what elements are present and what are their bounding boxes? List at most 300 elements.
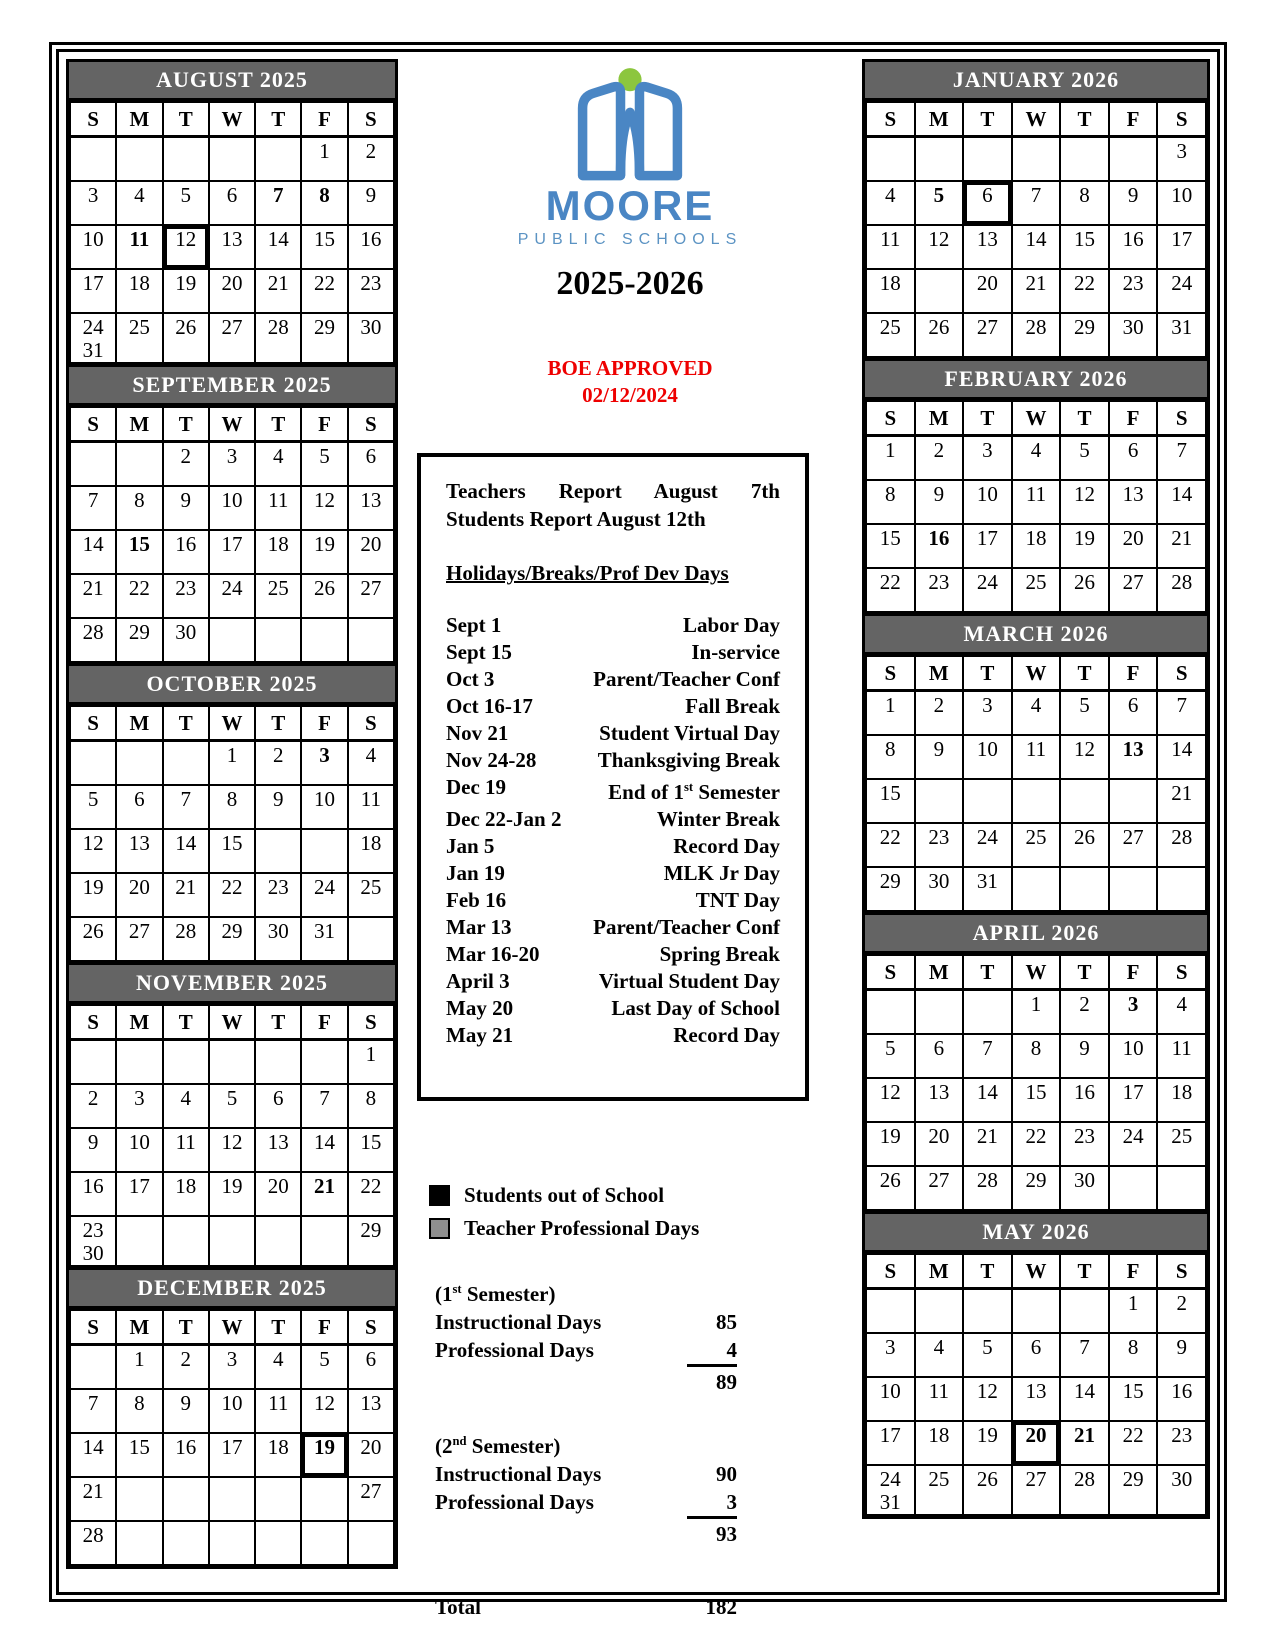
month-january-2026 (862, 59, 1210, 361)
day-cell: 16 (1157, 1377, 1206, 1421)
day-cell: 21 (255, 269, 301, 313)
weekday-header: T (163, 102, 209, 137)
day-cell: 20 (116, 873, 162, 917)
day-cell: 31 (301, 917, 347, 961)
day-cell: 24 (963, 823, 1012, 867)
day-cell: 11 (1012, 735, 1061, 779)
day-cell: 23 (1109, 269, 1158, 313)
weekday-header: T (1060, 656, 1109, 691)
weekday-header: M (915, 1254, 964, 1289)
month-title: JANUARY 2026 (865, 62, 1207, 101)
events-list (446, 612, 780, 1049)
weekday-header: F (301, 1310, 347, 1345)
day-cell: 20 (963, 269, 1012, 313)
day-cell: 25 (1012, 568, 1061, 612)
day-cell: 20 (255, 1172, 301, 1216)
day-cell: 5 (1060, 436, 1109, 481)
event-name: TNT Day (695, 888, 780, 912)
day-cell: 8 (1060, 181, 1109, 225)
day-cell: 2 (915, 436, 964, 481)
district-logo (399, 66, 861, 249)
event-row (446, 612, 780, 639)
calendar-grid (865, 101, 1207, 358)
weekday-header: T (1060, 401, 1109, 436)
month-may-2026 (862, 1214, 1210, 1519)
students-out-swatch (429, 1185, 450, 1206)
weekday-header: T (963, 102, 1012, 137)
day-cell: 6 (348, 442, 394, 487)
day-cell: 29 (1060, 313, 1109, 357)
day-cell: 21 (301, 1172, 347, 1216)
day-cell: 24 (116, 1216, 162, 1266)
summary-row (435, 1460, 737, 1488)
day-cell: 16 (1060, 1078, 1109, 1122)
event-date: Jan 5 (446, 834, 495, 858)
day-cell: 26 (301, 1477, 347, 1521)
day-cell: 15 (1012, 1078, 1061, 1122)
day-cell (70, 741, 116, 786)
day-cell: 4 (1157, 990, 1206, 1035)
day-cell: 28 (1060, 1465, 1109, 1515)
day-cell: 10 (963, 735, 1012, 779)
weekday-header: S (1157, 102, 1206, 137)
day-cell: 10 (1109, 1034, 1158, 1078)
day-cell: 2 (70, 1084, 116, 1128)
weekday-header: F (1109, 401, 1158, 436)
semester-title: (2nd Semester) (435, 1434, 561, 1458)
day-cell: 19 (1060, 779, 1109, 823)
weekday-header: M (116, 1310, 162, 1345)
event-row (446, 693, 780, 720)
month-title: FEBRUARY 2026 (865, 361, 1207, 400)
weekday-header: F (1109, 102, 1158, 137)
day-cell: 13 (1109, 480, 1158, 524)
summary-label: Professional Days (435, 1490, 594, 1514)
weekday-header: F (301, 706, 347, 741)
day-cell: 11 (116, 225, 162, 269)
event-row (446, 968, 780, 995)
month-title: APRIL 2026 (865, 915, 1207, 954)
day-cell: 26 (915, 313, 964, 357)
day-cell: 29 (116, 1521, 162, 1565)
day-cell: 14 (163, 829, 209, 873)
month-title: OCTOBER 2025 (69, 666, 395, 705)
day-cell: 15 (209, 829, 255, 873)
weekday-header: F (301, 407, 347, 442)
semester-summary (399, 1275, 861, 1549)
day-cell: 5 (866, 1034, 915, 1078)
day-cell (70, 1040, 116, 1085)
day-cell: 20 (1012, 1421, 1061, 1465)
weekday-header: T (1060, 1254, 1109, 1289)
day-cell: 29 (866, 867, 915, 911)
day-cell: 24 (209, 574, 255, 618)
day-cell: 16 (915, 779, 964, 823)
day-cell (1012, 1289, 1061, 1334)
event-name: Parent/Teacher Conf (593, 915, 780, 939)
event-date: Mar 13 (446, 915, 512, 939)
day-cell: 6 (255, 1084, 301, 1128)
day-cell: 26 (1060, 823, 1109, 867)
day-cell: 19 (1060, 524, 1109, 568)
day-cell: 11 (348, 785, 394, 829)
day-cell: 22 (116, 1477, 162, 1521)
event-row (446, 941, 780, 968)
day-cell: 12 (1060, 480, 1109, 524)
day-cell: 4 (1012, 436, 1061, 481)
day-cell: 26 (163, 313, 209, 363)
weekday-header: M (915, 955, 964, 990)
day-cell: 1 (209, 741, 255, 786)
day-cell: 13 (1109, 735, 1158, 779)
day-cell: 4 (348, 741, 394, 786)
day-cell: 20 (915, 1122, 964, 1166)
calendar-grid (69, 1309, 395, 1566)
summary-row (435, 1488, 737, 1519)
day-cell: 8 (301, 181, 347, 225)
day-cell: 25 (915, 1465, 964, 1515)
day-cell: 18 (255, 530, 301, 574)
day-cell: 27 (1109, 823, 1158, 867)
day-cell: 10 (866, 1377, 915, 1421)
calendar-grid (69, 1004, 395, 1267)
weekday-header: T (1060, 955, 1109, 990)
day-cell: 21 (1157, 524, 1206, 568)
weekday-header: W (1012, 955, 1061, 990)
day-cell: 21 (70, 1477, 116, 1521)
day-cell: 8 (1109, 1333, 1158, 1377)
day-cell: 22 (348, 1172, 394, 1216)
day-cell: 17 (1109, 1078, 1158, 1122)
day-cell: 30 (163, 618, 209, 662)
day-cell (209, 1040, 255, 1085)
center-column (399, 52, 861, 1620)
day-cell: 28 (70, 1521, 116, 1565)
weekday-header: T (963, 1254, 1012, 1289)
weekday-header: T (255, 1310, 301, 1345)
day-cell: 27 (1012, 1465, 1061, 1515)
weekday-header: S (348, 407, 394, 442)
day-cell: 1 (116, 1345, 162, 1390)
day-cell: 23 (1060, 1122, 1109, 1166)
day-cell: 3 (963, 436, 1012, 481)
semester-block (435, 1275, 861, 1397)
day-cell: 12 (163, 225, 209, 269)
weekday-header: S (1157, 955, 1206, 990)
day-cell: 14 (70, 530, 116, 574)
day-cell: 15 (866, 779, 915, 823)
day-cell: 27 (348, 574, 394, 618)
day-cell (915, 990, 964, 1035)
day-cell: 16 (1109, 225, 1158, 269)
day-cell: 26 (1060, 568, 1109, 612)
day-cell: 29 (116, 618, 162, 662)
event-name: Record Day (673, 1023, 780, 1047)
weekday-header: W (1012, 102, 1061, 137)
weekday-header: S (70, 1005, 116, 1040)
summary-label: Instructional Days (435, 1310, 602, 1334)
teacher-professional-swatch (429, 1218, 450, 1239)
day-cell (163, 1040, 209, 1085)
calendar-grid (69, 101, 395, 364)
day-cell: 1 (301, 137, 347, 182)
semester-subtotal (435, 1519, 737, 1549)
day-cell: 11 (255, 486, 301, 530)
day-cell: 30 (1060, 1166, 1109, 1210)
weekday-header: S (866, 401, 915, 436)
weekday-header: F (301, 102, 347, 137)
day-cell: 14 (963, 1078, 1012, 1122)
day-cell: 15 (116, 1433, 162, 1477)
day-cell: 5 (301, 1345, 347, 1390)
day-cell: 28 (70, 618, 116, 662)
day-cell: 3 (1109, 990, 1158, 1035)
day-cell: 7 (163, 785, 209, 829)
weekday-header: S (70, 102, 116, 137)
event-date: May 21 (446, 1023, 514, 1047)
event-row (446, 995, 780, 1022)
weekday-header: T (163, 1005, 209, 1040)
event-row (446, 666, 780, 693)
day-cell: 13 (1012, 1377, 1061, 1421)
weekday-header: M (116, 102, 162, 137)
event-name: Spring Break (659, 942, 780, 966)
moore-logo-icon (566, 66, 694, 184)
month-title: MARCH 2026 (865, 616, 1207, 655)
day-cell: 22 (1109, 1421, 1158, 1465)
day-cell: 15 (116, 530, 162, 574)
day-cell: 18 (1012, 779, 1061, 823)
day-cell: 19 (915, 269, 964, 313)
day-cell: 5 (209, 1084, 255, 1128)
day-cell (1157, 1166, 1206, 1210)
day-cell: 16 (255, 829, 301, 873)
day-cell: 4 (116, 181, 162, 225)
day-cell: 9 (70, 1128, 116, 1172)
day-cell: 7 (1060, 1333, 1109, 1377)
day-cell: 29 (1109, 1465, 1158, 1515)
day-cell: 22 (1060, 269, 1109, 313)
day-cell: 9 (1109, 181, 1158, 225)
event-date: Nov 21 (446, 721, 509, 745)
summary-row (435, 1308, 737, 1336)
right-calendar-column (862, 59, 1210, 1519)
left-calendar-column (66, 59, 398, 1569)
day-cell: 20 (1109, 524, 1158, 568)
day-cell: 10 (209, 486, 255, 530)
month-title: MAY 2026 (865, 1214, 1207, 1253)
day-cell: 17 (963, 524, 1012, 568)
day-cell: 7 (1012, 181, 1061, 225)
day-cell: 26 (70, 917, 116, 961)
event-row (446, 720, 780, 747)
legend (429, 1179, 861, 1245)
calendar-grid (865, 655, 1207, 912)
day-cell: 26 (866, 1166, 915, 1210)
semester-title: (1st Semester) (435, 1282, 556, 1306)
day-cell: 8 (866, 735, 915, 779)
day-cell: 31 (209, 1521, 255, 1565)
day-cell: 26 (209, 1216, 255, 1266)
day-cell: 25 (348, 873, 394, 917)
event-date: Mar 16-20 (446, 942, 540, 966)
day-cell: 22 (1012, 1122, 1061, 1166)
day-cell: 29 (301, 313, 347, 363)
day-cell: 12 (209, 1128, 255, 1172)
day-cell: 1 (1109, 1289, 1158, 1334)
day-cell: 9 (1060, 1034, 1109, 1078)
day-cell: 21 (70, 574, 116, 618)
day-cell: 6 (963, 181, 1012, 225)
day-cell: 3 (866, 1333, 915, 1377)
day-cell: 14 (255, 225, 301, 269)
day-cell (255, 618, 301, 662)
day-cell: 23 30 (70, 1216, 116, 1266)
weekday-header: S (70, 407, 116, 442)
day-cell: 13 (963, 225, 1012, 269)
day-cell: 1 (348, 1040, 394, 1085)
day-cell (1060, 867, 1109, 911)
day-cell: 1 (866, 691, 915, 736)
day-cell: 26 (301, 574, 347, 618)
event-date: Nov 24-28 (446, 748, 537, 772)
day-cell: 10 (1157, 181, 1206, 225)
day-cell (348, 618, 394, 662)
day-cell: 7 (70, 1389, 116, 1433)
weekday-header: F (1109, 1254, 1158, 1289)
day-cell (348, 917, 394, 961)
day-cell: 13 (348, 1389, 394, 1433)
day-cell: 29 (1012, 1166, 1061, 1210)
day-cell: 1 (1060, 137, 1109, 182)
day-cell: 19 (70, 873, 116, 917)
day-cell: 13 (348, 486, 394, 530)
day-cell: 3 (963, 691, 1012, 736)
weekday-header: W (1012, 401, 1061, 436)
event-name: End of 1st Semester (608, 780, 780, 804)
total-row (435, 1595, 737, 1620)
event-name: Parent/Teacher Conf (593, 667, 780, 691)
day-cell: 22 (866, 568, 915, 612)
day-cell: 3 (116, 1084, 162, 1128)
day-cell (1060, 1289, 1109, 1334)
day-cell: 8 (1012, 1034, 1061, 1078)
day-cell: 18 (915, 1421, 964, 1465)
summary-value: 4 (687, 1336, 737, 1367)
day-cell: 28 (255, 313, 301, 363)
weekday-header: S (348, 1310, 394, 1345)
day-cell: 1 (116, 442, 162, 487)
event-row (446, 806, 780, 833)
day-cell: 30 (348, 313, 394, 363)
day-cell (1157, 867, 1206, 911)
weekday-header: S (866, 1254, 915, 1289)
school-year-title: 2025-2026 (556, 265, 704, 302)
weekday-header: T (255, 102, 301, 137)
month-title: NOVEMBER 2025 (69, 965, 395, 1004)
day-cell: 2 (1060, 990, 1109, 1035)
day-cell: 23 (915, 823, 964, 867)
day-cell: 24 (1109, 1122, 1158, 1166)
day-cell: 20 (209, 269, 255, 313)
day-cell: 2 (163, 442, 209, 487)
summary-label: Instructional Days (435, 1462, 602, 1486)
day-cell: 7 (255, 181, 301, 225)
day-cell (209, 137, 255, 182)
day-cell: 30 (255, 917, 301, 961)
day-cell: 6 (1109, 436, 1158, 481)
event-name: Fall Break (685, 694, 780, 718)
event-name: Labor Day (682, 613, 780, 637)
day-cell: 4 (163, 1084, 209, 1128)
weekday-header: W (1012, 656, 1061, 691)
day-cell (163, 741, 209, 786)
day-cell: 9 (915, 735, 964, 779)
day-cell: 16 (163, 1433, 209, 1477)
day-cell: 25 (116, 313, 162, 363)
day-cell: 13 (915, 1078, 964, 1122)
weekday-header: T (163, 1310, 209, 1345)
day-cell: 28 (1157, 823, 1206, 867)
month-title: AUGUST 2025 (69, 62, 395, 101)
summary-value: 85 (716, 1310, 737, 1334)
day-cell: 16 (70, 1172, 116, 1216)
weekday-header: T (963, 656, 1012, 691)
weekday-header: S (1157, 656, 1206, 691)
day-cell: 28 (163, 917, 209, 961)
event-name: Virtual Student Day (598, 969, 780, 993)
event-row (446, 887, 780, 914)
day-cell: 14 (1060, 1377, 1109, 1421)
day-cell: 16 (915, 524, 964, 568)
day-cell: 10 (963, 480, 1012, 524)
weekday-header: S (348, 706, 394, 741)
weekday-header: S (348, 102, 394, 137)
day-cell: 5 (163, 181, 209, 225)
total-value: 182 (705, 1595, 737, 1619)
day-cell: 27 (209, 313, 255, 363)
day-cell: 25 (255, 574, 301, 618)
day-cell: 25 (1157, 1122, 1206, 1166)
event-name: MLK Jr Day (663, 861, 780, 885)
day-cell: 6 (915, 1034, 964, 1078)
legend-teacher-professional (429, 1212, 861, 1245)
weekday-header: F (1109, 656, 1158, 691)
day-cell: 3 (209, 442, 255, 487)
event-row (446, 860, 780, 887)
day-cell: 5 (963, 1333, 1012, 1377)
event-name: Record Day (673, 834, 780, 858)
weekday-header: M (116, 706, 162, 741)
weekday-header: T (255, 407, 301, 442)
day-cell: 2 (348, 137, 394, 182)
day-cell: 28 (1012, 313, 1061, 357)
calendar-grid (69, 705, 395, 962)
day-cell: 30 (163, 1521, 209, 1565)
weekday-header: W (209, 102, 255, 137)
day-cell: 7 (70, 486, 116, 530)
day-cell: 4 (255, 1345, 301, 1390)
month-february-2026 (862, 361, 1210, 616)
day-cell: 17 (1157, 225, 1206, 269)
day-cell: 19 (866, 1122, 915, 1166)
day-cell (163, 137, 209, 182)
day-cell: 27 (348, 1477, 394, 1521)
day-cell: 16 (163, 530, 209, 574)
day-cell (116, 741, 162, 786)
day-cell (963, 1289, 1012, 1334)
day-cell: 23 (163, 1477, 209, 1521)
